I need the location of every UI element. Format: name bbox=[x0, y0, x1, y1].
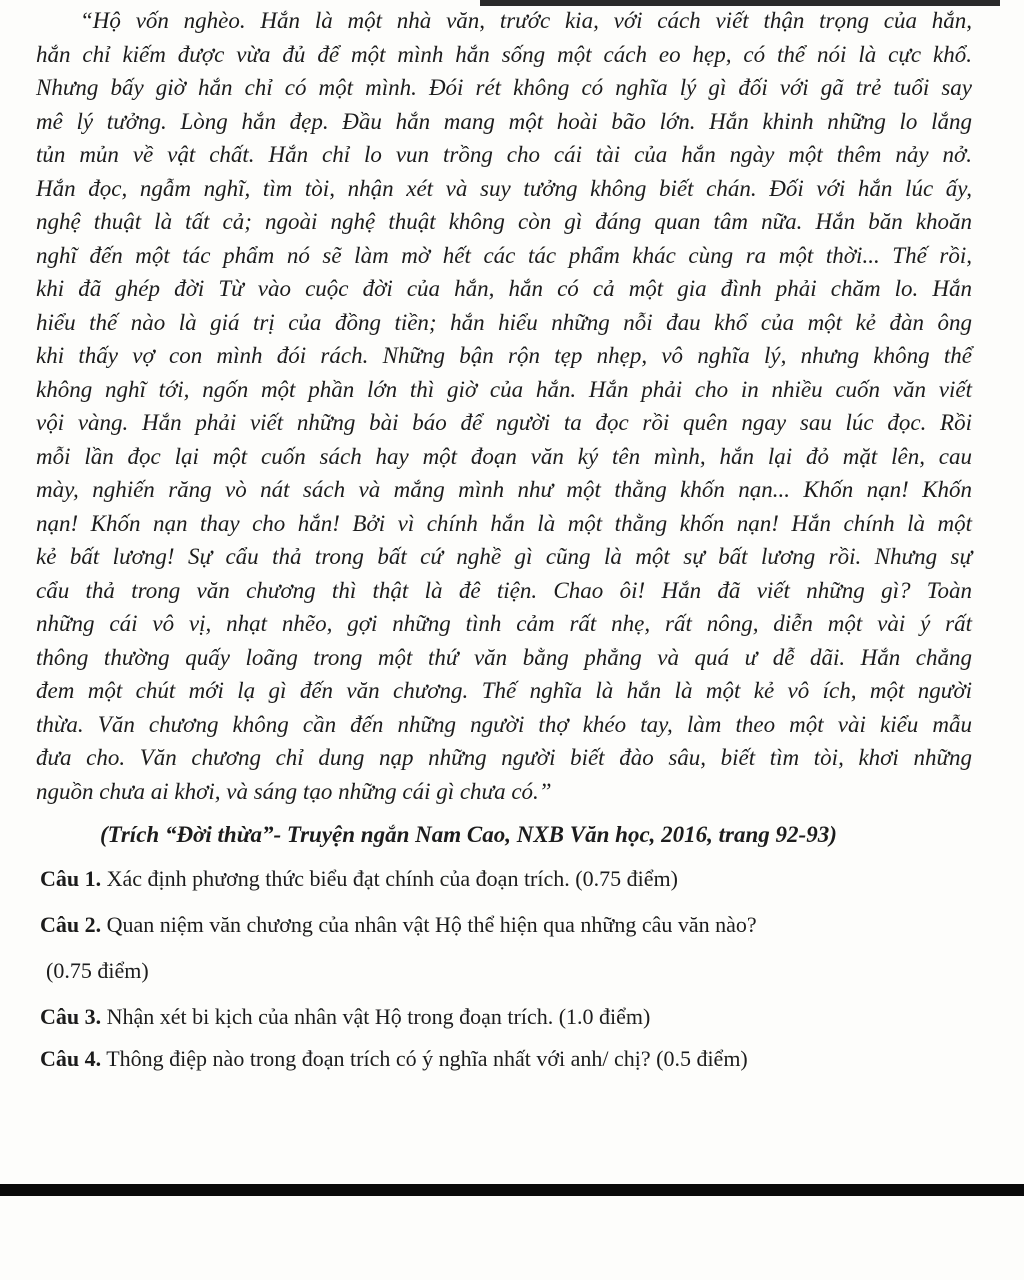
passage-line: hiểu thế nào là giá trị của đồng tiền; hắn hiểu những nỗi đau khổ của một kẻ đàn ông bbox=[36, 309, 972, 335]
question-2 bbox=[40, 912, 757, 938]
passage-line: đem một chút mới lạ gì đến văn chương. Thế nghĩa là hắn là một kẻ vô ích, một người bbox=[36, 678, 972, 703]
source-citation: (Trích “Đời thừa”- Truyện ngắn Nam Cao, NXB Văn học, 2016, trang 92-93) bbox=[100, 822, 837, 847]
passage-line: khi đã ghép đời Từ vào cuộc đời của hắn, hắn có cả một gia đình phải chăm lo. Hắn bbox=[36, 276, 972, 301]
question-4 bbox=[40, 1046, 748, 1072]
question-label: Câu 3. bbox=[40, 1004, 102, 1029]
question-text: Xác định phương thức biểu đạt chính của đoạn trích. (0.75 điểm) bbox=[106, 866, 678, 891]
passage-line: mỗi lần đọc lại một cuốn sách hay một đoạn văn ký tên mình, hắn lại đỏ mặt lên, cau bbox=[36, 443, 972, 469]
question-1 bbox=[40, 866, 678, 892]
passage-line: khi thấy vợ con mình đói rách. Những bận rộn tẹp nhẹp, vô nghĩa lý, nhưng không thể bbox=[36, 343, 972, 368]
passage-line: thừa. Văn chương không cần đến những người thợ khéo tay, làm theo một vài kiểu mẫu bbox=[36, 711, 972, 737]
passage-line: kẻ bất lương! Sự cẩu thả trong bất cứ nghề gì cũng là một sự bất lương rồi. Nhưng sự bbox=[36, 544, 972, 569]
question-2-points: (0.75 điểm) bbox=[46, 958, 149, 983]
passage-line: đưa cho. Văn chương chỉ dung nạp những người biết đào sâu, biết tìm tòi, khơi những bbox=[36, 745, 972, 770]
passage-line: Hắn đọc, ngẫm nghĩ, tìm tòi, nhận xét và suy tưởng không biết chán. Đối với hắn lúc ấy, bbox=[36, 175, 972, 201]
question-label: Câu 4. bbox=[40, 1046, 102, 1071]
question-text: Quan niệm văn chương của nhân vật Hộ thể hiện qua những câu văn nào? bbox=[106, 912, 757, 937]
passage-line: mày, nghiến răng vò nát sách và mắng mình như một thằng khốn nạn... Khốn nạn! Khốn bbox=[36, 477, 972, 502]
question-text: Thông điệp nào trong đoạn trích có ý nghĩa nhất với anh/ chị? (0.5 điểm) bbox=[106, 1046, 748, 1071]
question-label: Câu 2. bbox=[40, 912, 102, 937]
passage-line: Nhưng bấy giờ hắn chỉ có một mình. Đói rét không có nghĩa lý gì đối với gã trẻ tuổi say bbox=[36, 75, 972, 100]
passage-line: hắn chỉ kiếm được vừa đủ để một mình hắn sống một cách eo hẹp, có thể nói là cực khổ. bbox=[36, 41, 972, 67]
passage-line: không nghĩ tới, ngốn một phần lớn thì giờ của hắn. Hắn phải cho in nhiều cuốn văn viết bbox=[36, 376, 972, 402]
question-text: Nhận xét bi kịch của nhân vật Hộ trong đoạn trích. (1.0 điểm) bbox=[106, 1004, 651, 1029]
excerpt-passage bbox=[36, 4, 972, 808]
passage-line: nghĩ đến một tác phẩm nó sẽ làm mờ hết các tác phẩm khác cùng ra một thời... Thế rồi, bbox=[36, 242, 972, 268]
passage-line: cẩu thả trong văn chương thì thật là đê tiện. Chao ôi! Hắn đã viết những gì? Toàn bbox=[36, 577, 972, 603]
passage-line: vội vàng. Hắn phải viết những bài báo để người ta đọc rồi quên ngay sau lúc đọc. Rồi bbox=[36, 410, 972, 435]
passage-line: nạn! Khốn nạn thay cho hắn! Bởi vì chính hắn là một thằng khốn nạn! Hắn chính là một bbox=[36, 510, 972, 536]
passage-line: tủn mủn về vật chất. Hắn chỉ lo vun trồng cho cái tài của hắn ngày một thêm nảy nở. bbox=[36, 142, 972, 167]
passage-line: thông thường quấy loãng trong một thứ văn bằng phẳng và quá ư dễ dãi. Hắn chẳng bbox=[36, 644, 972, 670]
passage-line: “Hộ vốn nghèo. Hắn là một nhà văn, trước kia, với cách viết thận trọng của hắn, bbox=[80, 8, 972, 33]
passage-line: mê lý tưởng. Lòng hắn đẹp. Đầu hắn mang một hoài bão lớn. Hắn khinh những lo lắng bbox=[36, 108, 972, 134]
passage-line: nghệ thuật là tất cả; ngoài nghệ thuật không còn gì đáng quan tâm nữa. Hắn băn khoăn bbox=[36, 209, 972, 234]
bottom-border-rule bbox=[0, 1184, 1024, 1196]
passage-line: những cái vô vị, nhạt nhẽo, gợi những tình cảm rất nhẹ, rất nông, diễn một vài ý rất bbox=[36, 611, 972, 636]
passage-line: nguồn chưa ai khơi, và sáng tạo những cái gì chưa có.” bbox=[36, 778, 552, 804]
question-label: Câu 1. bbox=[40, 866, 102, 891]
question-3 bbox=[40, 1004, 650, 1030]
